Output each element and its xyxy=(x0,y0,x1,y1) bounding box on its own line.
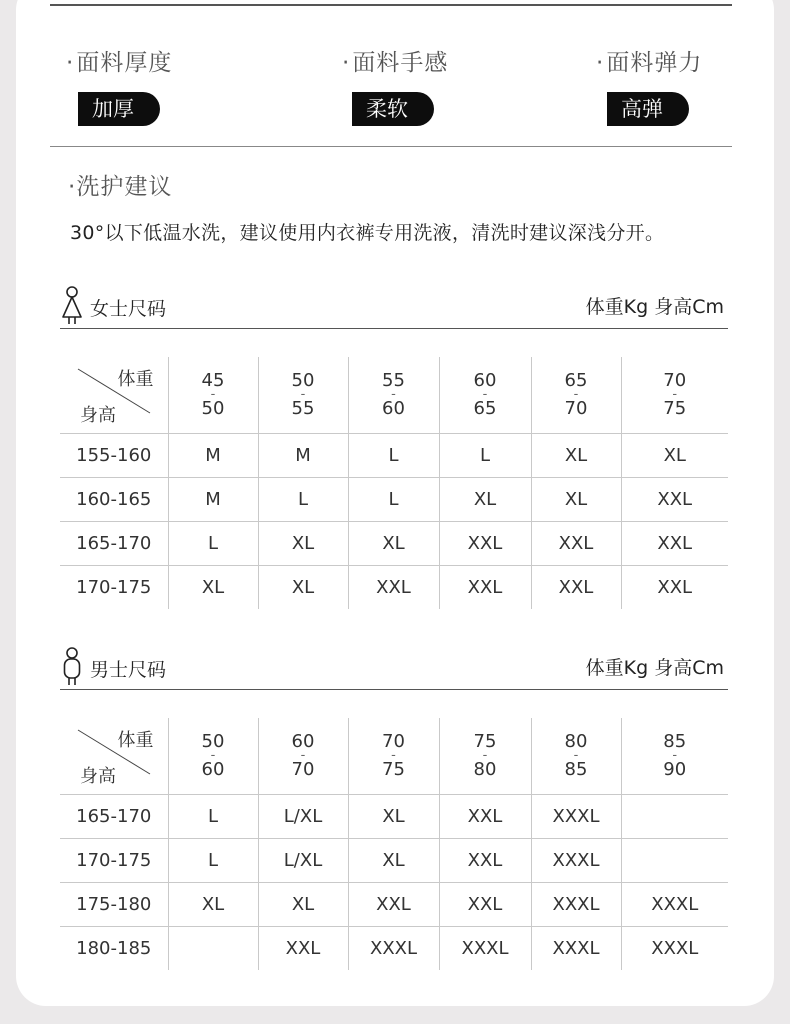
range-dash: - xyxy=(210,387,216,402)
weight-min: 50 xyxy=(201,731,225,752)
size-cell: XXL xyxy=(531,566,621,610)
men-size-header xyxy=(60,646,728,686)
size-cell: XL xyxy=(439,478,531,522)
section-title: 女士尺码 xyxy=(90,298,167,320)
property-label: 面料手感 xyxy=(352,50,449,76)
size-cell: XXL xyxy=(439,883,531,927)
size-cell: XXL xyxy=(348,566,439,610)
range-dash: - xyxy=(391,748,396,763)
weight-range-cell xyxy=(531,357,621,434)
weight-max: 60 xyxy=(201,759,225,780)
weight-min: 45 xyxy=(201,370,225,391)
property-value-badge: 加厚 xyxy=(78,92,160,126)
size-cell: M xyxy=(258,434,348,478)
range-dash: - xyxy=(573,387,579,402)
weight-range-cell xyxy=(348,718,439,795)
size-cell: XL xyxy=(531,478,621,522)
units-label: 体重Kg 身高Cm xyxy=(585,657,724,679)
table-header-row xyxy=(60,357,728,434)
size-cell: XL xyxy=(168,883,258,927)
weight-min: 85 xyxy=(663,731,687,752)
section-divider xyxy=(50,146,732,147)
table-row xyxy=(60,795,728,839)
weight-max: 85 xyxy=(564,759,588,780)
size-cell: L xyxy=(168,522,258,566)
range-dash: - xyxy=(210,748,216,763)
weight-max: 50 xyxy=(201,398,225,419)
height-axis-label: 身高 xyxy=(80,766,116,787)
weight-max: 75 xyxy=(382,759,405,780)
size-cell: L xyxy=(348,434,439,478)
range-dash: - xyxy=(482,748,488,763)
property-label: 面料厚度 xyxy=(76,50,173,76)
size-cell: XXL xyxy=(258,927,348,971)
table-row xyxy=(60,839,728,883)
size-cell: XXXL xyxy=(439,927,531,971)
corner-cell xyxy=(60,357,168,434)
size-cell: XXL xyxy=(439,566,531,610)
weight-max: 70 xyxy=(564,398,588,419)
table-row xyxy=(60,522,728,566)
women-size-header xyxy=(60,285,728,325)
range-dash: - xyxy=(300,748,306,763)
size-cell: XL xyxy=(258,522,348,566)
size-cell: XL xyxy=(348,839,439,883)
size-cell: XXL xyxy=(439,795,531,839)
size-cell: XXL xyxy=(439,522,531,566)
man-icon xyxy=(60,646,84,686)
corner-cell xyxy=(60,718,168,795)
weight-range-cell xyxy=(258,357,348,434)
height-range-cell: 165-170 xyxy=(60,522,168,566)
size-cell: XXL xyxy=(531,522,621,566)
range-dash: - xyxy=(482,387,488,402)
size-cell: L xyxy=(258,478,348,522)
size-cell: XL xyxy=(621,434,728,478)
property-label: 面料弹力 xyxy=(606,50,703,76)
size-cell: XXL xyxy=(348,883,439,927)
weight-max: 90 xyxy=(663,759,687,780)
height-axis-label: 身高 xyxy=(80,405,116,426)
height-range-cell: 165-170 xyxy=(60,795,168,839)
top-divider xyxy=(50,4,732,6)
weight-range-cell xyxy=(168,718,258,795)
size-cell: XL xyxy=(348,795,439,839)
size-cell: XXL xyxy=(621,566,728,610)
weight-range-cell xyxy=(439,718,531,795)
height-range-cell: 155-160 xyxy=(60,434,168,478)
weight-range-cell xyxy=(348,357,439,434)
size-cell: XXL xyxy=(439,839,531,883)
table-row xyxy=(60,478,728,522)
property-elasticity: ·面料弹力 xyxy=(596,50,703,76)
size-cell: L/XL xyxy=(258,795,348,839)
section-title: 男士尺码 xyxy=(90,659,167,681)
size-cell: XXXL xyxy=(531,795,621,839)
size-cell: XXXL xyxy=(621,927,728,971)
size-cell: L xyxy=(439,434,531,478)
height-range-cell: 175-180 xyxy=(60,883,168,927)
range-dash: - xyxy=(573,748,579,763)
height-range-cell: 180-185 xyxy=(76,938,152,959)
weight-min: 60 xyxy=(473,370,497,391)
size-cell: XXXL xyxy=(531,883,621,927)
size-cell: XL xyxy=(258,566,348,610)
property-value-badge: 柔软 xyxy=(352,92,434,126)
size-cell: XXXL xyxy=(621,883,728,927)
weight-axis-label: 体重 xyxy=(117,369,154,390)
size-cell: M xyxy=(168,434,258,478)
section-underline xyxy=(60,328,728,329)
weight-max: 60 xyxy=(382,398,405,419)
weight-min: 80 xyxy=(564,731,588,752)
table-row xyxy=(60,566,728,610)
units-label: 体重Kg 身高Cm xyxy=(585,296,724,318)
weight-max: 55 xyxy=(291,398,315,419)
table-header-row xyxy=(60,718,728,795)
weight-axis-label: 体重 xyxy=(117,730,154,751)
woman-icon xyxy=(60,285,84,325)
size-cell: XL xyxy=(258,883,348,927)
section-underline xyxy=(60,689,728,690)
women-size-table xyxy=(60,357,728,609)
height-range-cell: 160-165 xyxy=(60,478,168,522)
weight-min: 55 xyxy=(382,370,405,391)
men-size-table xyxy=(60,718,728,970)
weight-min: 70 xyxy=(382,731,405,752)
height-range-cell: 170-175 xyxy=(76,577,152,598)
property-feel: ·面料手感 xyxy=(342,50,449,76)
weight-range-cell xyxy=(439,357,531,434)
size-cell: XXXL xyxy=(531,839,621,883)
weight-range-cell xyxy=(621,357,728,434)
size-cell: L xyxy=(168,839,258,883)
weight-range-cell xyxy=(531,718,621,795)
size-cell xyxy=(621,839,728,883)
table-row xyxy=(60,927,728,971)
care-title: ·洗护建议 xyxy=(68,174,173,200)
size-cell xyxy=(621,795,728,839)
weight-min: 50 xyxy=(291,370,315,391)
size-cell: L xyxy=(348,478,439,522)
care-instructions: 30°以下低温水洗，建议使用内衣裤专用洗液，清洗时建议深浅分开。 xyxy=(70,222,665,244)
size-cell: L xyxy=(168,795,258,839)
weight-min: 70 xyxy=(663,370,687,391)
size-cell: XL xyxy=(531,434,621,478)
property-value-badge: 高弹 xyxy=(607,92,689,126)
size-cell xyxy=(168,927,258,971)
weight-range-cell xyxy=(621,718,728,795)
range-dash: - xyxy=(300,387,306,402)
weight-max: 65 xyxy=(473,398,497,419)
range-dash: - xyxy=(672,387,678,402)
weight-max: 75 xyxy=(663,398,687,419)
size-cell: XXXL xyxy=(348,927,439,971)
size-cell: XL xyxy=(348,522,439,566)
weight-min: 75 xyxy=(473,731,497,752)
table-row xyxy=(60,434,728,478)
weight-range-cell xyxy=(258,718,348,795)
weight-max: 70 xyxy=(291,759,315,780)
size-cell: XL xyxy=(168,566,258,610)
size-cell: XXXL xyxy=(531,927,621,971)
height-range-cell: 170-175 xyxy=(60,839,168,883)
size-cell: XXL xyxy=(621,478,728,522)
range-dash: - xyxy=(672,748,678,763)
size-cell: L/XL xyxy=(258,839,348,883)
size-cell: M xyxy=(168,478,258,522)
table-row xyxy=(60,883,728,927)
weight-min: 60 xyxy=(291,731,315,752)
range-dash: - xyxy=(391,387,396,402)
property-thickness: ·面料厚度 xyxy=(66,50,173,76)
weight-min: 65 xyxy=(564,370,588,391)
weight-max: 80 xyxy=(473,759,497,780)
weight-range-cell xyxy=(168,357,258,434)
size-cell: XXL xyxy=(621,522,728,566)
